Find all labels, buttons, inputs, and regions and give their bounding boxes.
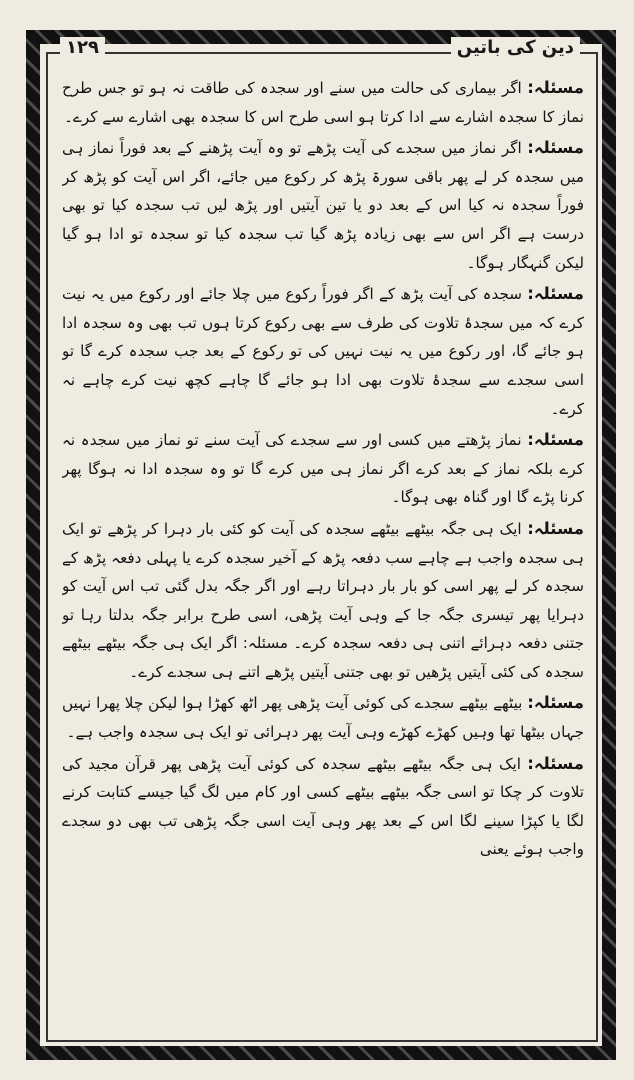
masala-label: مسئلہ: [527,78,584,97]
masala-text: سجدہ کی آیت پڑھ کے اگر فوراً رکوع میں چلا جائے اور رکوع میں یہ نیت کرے کہ میں سجدۂ تلاوت کی طرف سے بھی رکوع کرتا ہوں تب بھی وہ سجدہ ادا ہو جائے گا، اور رکوع میں یہ نیت نہیں کی تو رکوع کے بعد جب سجدہ کرے گا تو اسی سجدے سے سجدۂ تلاوت بھی ادا ہو جائے گا چاہے کچھ نیت کرے چاہے نہ کرے۔ [62,285,584,418]
masala-text: نماز پڑھتے میں کسی اور سے سجدے کی آیت سنے تو نماز میں سجدہ نہ کرے بلکہ نماز کے بعد کرے اگر نماز ہی میں کرے گا تو وہ سجدہ ادا نہ ہوگا پھر کرنا پڑے گا اور گناہ بھی ہوگا۔ [62,431,584,507]
masala-label: مسئلہ: [527,753,584,773]
masala-paragraph [62,515,584,687]
masala-paragraph [62,280,584,423]
masala-label: مسئلہ: [527,518,584,538]
masala-paragraph [62,74,584,131]
masala-text: بیٹھے بیٹھے سجدے کی کوئی آیت پڑھی پھر اٹھ کھڑا ہوا لیکن چلا پھرا نہیں جہاں بیٹھا تھا وہیں کھڑے کھڑے وہی آیت پھر دہرائی تو ایک ہی سجدہ واجب ہے۔ [62,694,584,742]
masala-text: ایک ہی جگہ بیٹھے بیٹھے سجدہ کی کوئی آیت پڑھی پھر قرآن مجید کی تلاوت کر چکا تو اسی جگہ بیٹھے بیٹھے کسی اور کام میں لگ گیا جیسے کتابت کرنے لگا یا کپڑا سینے لگا اس کے بعد پھر وہی آیت اسی جگہ پڑھی تب بھی دو سجدے واجب ہوئے یعنی [62,754,584,859]
masala-label: مسئلہ: [527,284,584,304]
masala-paragraph [62,426,584,512]
masala-text: اگر بیماری کی حالت میں سنے اور سجدہ کی طاقت نہ ہو تو جس طرح نماز کا سجدہ اشارے سے ادا کرتا ہو اسی طرح اس کا سجدہ بھی اشارے سے کرے۔ [62,79,584,126]
masala-paragraph [62,750,584,864]
masala-text: ایک ہی جگہ بیٹھے بیٹھے سجدہ کی آیت کو کئی بار دہرا کر پڑھے تو ایک ہی سجدہ واجب ہے چاہے سب دفعہ پڑھ کے آخیر سجدہ کرے یا پہلی دفعہ پڑھ کے سجدہ کر لے پھر اسی کو بار بار دہراتا رہے اور اگر جگہ بدل گئی تب اس آیت کو دہرایا پھر تیسری جگہ جا کے وہی آیت پڑھی، اسی طرح برابر جگہ بدلتا رہا تو جتنی دفعہ دہرائے اتنی ہی دفعہ سجدہ کرے۔ مسئلہ: اگر ایک ہی جگہ بیٹھے بیٹھے سجدہ کی کئی آیتیں پڑھیں تو بھی جتنی آیتیں پڑھے اتنے ہی سجدے کرے۔ [62,519,584,681]
page-header [60,34,580,60]
masala-label: مسئلہ: [527,430,584,450]
page-number: ۱۲۹ [60,37,105,58]
masala-label: مسئلہ: [527,138,584,158]
masala-text: اگر نماز میں سجدے کی آیت پڑھے تو وہ آیت پڑھنے کے بعد فوراً نماز ہی میں سجدہ کر لے پھر باقی سورۃ پڑھ کر رکوع میں جائے، اگر اس آیت کو پڑھ کر فوراً سجدہ نہ کیا اس کے بعد دو یا تین آیتیں اور پڑھ لیں تب سجدہ کیا تو بھی درست ہے اگر اس سے بھی زیادہ پڑھ گیا تب سجدہ کیا تو سجدہ تو ادا ہو گیا لیکن گنہگار ہوگا۔ [62,139,584,272]
running-title: دین کی باتیں [451,37,580,58]
masala-paragraph [62,134,584,277]
page-text [62,74,584,1034]
masala-paragraph [62,689,584,746]
masala-label: مسئلہ: [527,693,584,713]
